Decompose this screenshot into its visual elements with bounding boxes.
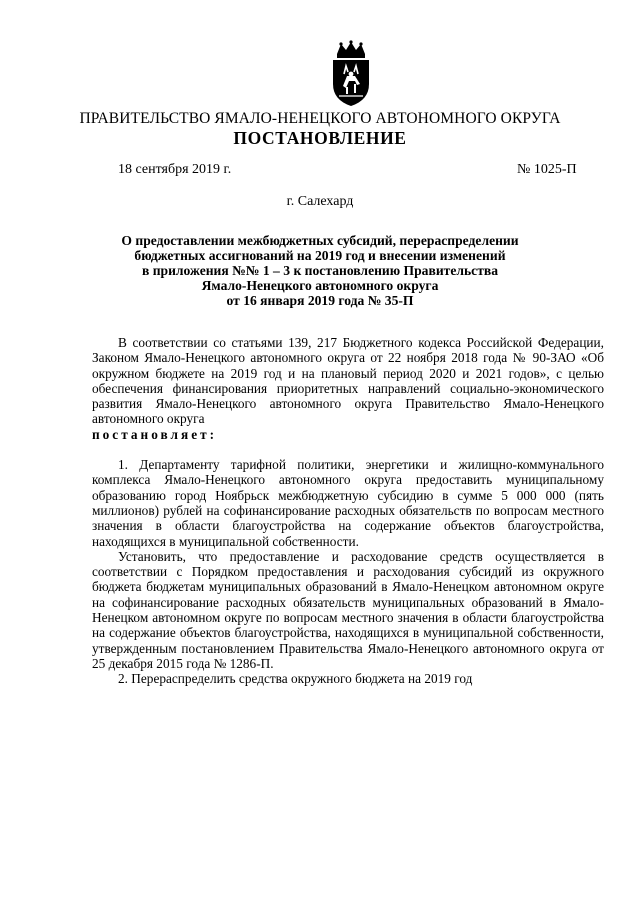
document-type: ПОСТАНОВЛЕНИЕ [233, 128, 407, 148]
title-line: бюджетных ассигнований на 2019 год и внесении изменений [134, 248, 506, 263]
title-line: Ямало-Ненецкого автономного округа [201, 278, 439, 293]
document-body [92, 335, 604, 687]
title-line: от 16 января 2019 года № 35-П [226, 293, 414, 308]
paragraph-2: 2. Перераспределить средства окружного бюджета на 2019 год [118, 671, 473, 687]
document-date: 18 сентября 2019 г. [118, 162, 232, 177]
title-line: в приложения №№ 1 – 3 к постановлению Правительства [141, 263, 499, 278]
title-line: О предоставлении межбюджетных субсидий, перераспределении [121, 233, 519, 248]
preamble-paragraph: В соответствии со статьями 139, 217 Бюджетного кодекса Российской Федерации, Законом Ямало-Ненецкого автономного округа от 22 ноября 2018 года № 90-ЗАО «Об окружном бюджете на 2019 год и на плановый период 2020 и 2021 годов», с целью обеспечения финансирования приоритетных направлений социально-экономического развития Ямало-Ненецкого автономного округа Правительство Ямало-Ненецкого автономного округа [92, 335, 604, 427]
document-city: г. Салехард [286, 194, 354, 209]
decree-word: постановляет: [92, 426, 218, 442]
document-number: № 1025-П [517, 162, 577, 177]
document-title [110, 233, 530, 308]
organization-name: ПРАВИТЕЛЬСТВО ЯМАЛО-НЕНЕЦКОГО АВТОНОМНОГО ОКРУГА [79, 110, 561, 127]
paragraph-1-continuation: Установить, что предоставление и расходование средств осуществляется в соответствии с Порядком предоставления и расходования субсидий из окружного бюджета бюджетам муниципальных образований в Ямало-Ненецком автономном округе на софинансирование расходных обязательств муниципальных образований в Ямало-Ненецком автономном округе по вопросам местного значения в области благоустройства на содержание объектов благоустройства, находящихся в муниципальной собственности, утвержденным постановлением Правительства Ямало-Ненецкого автономного округа от 25 декабря 2015 года № 1286-П. [92, 548, 604, 671]
paragraph-1: 1. Департаменту тарифной политики, энергетики и жилищно-коммунального комплекса Ямало-Ненецкого автономного округа предоставить муниципальному образованию город Ноябрьск межбюджетную субсидию в сумме 5 000 000 (пять миллионов) рублей на софинансирование расходных обязательств по вопросам местного значения в области благоустройства на содержание объектов благоустройства, находящихся в муниципальной собственности. [92, 457, 604, 549]
coat-of-arms-icon [327, 40, 375, 108]
